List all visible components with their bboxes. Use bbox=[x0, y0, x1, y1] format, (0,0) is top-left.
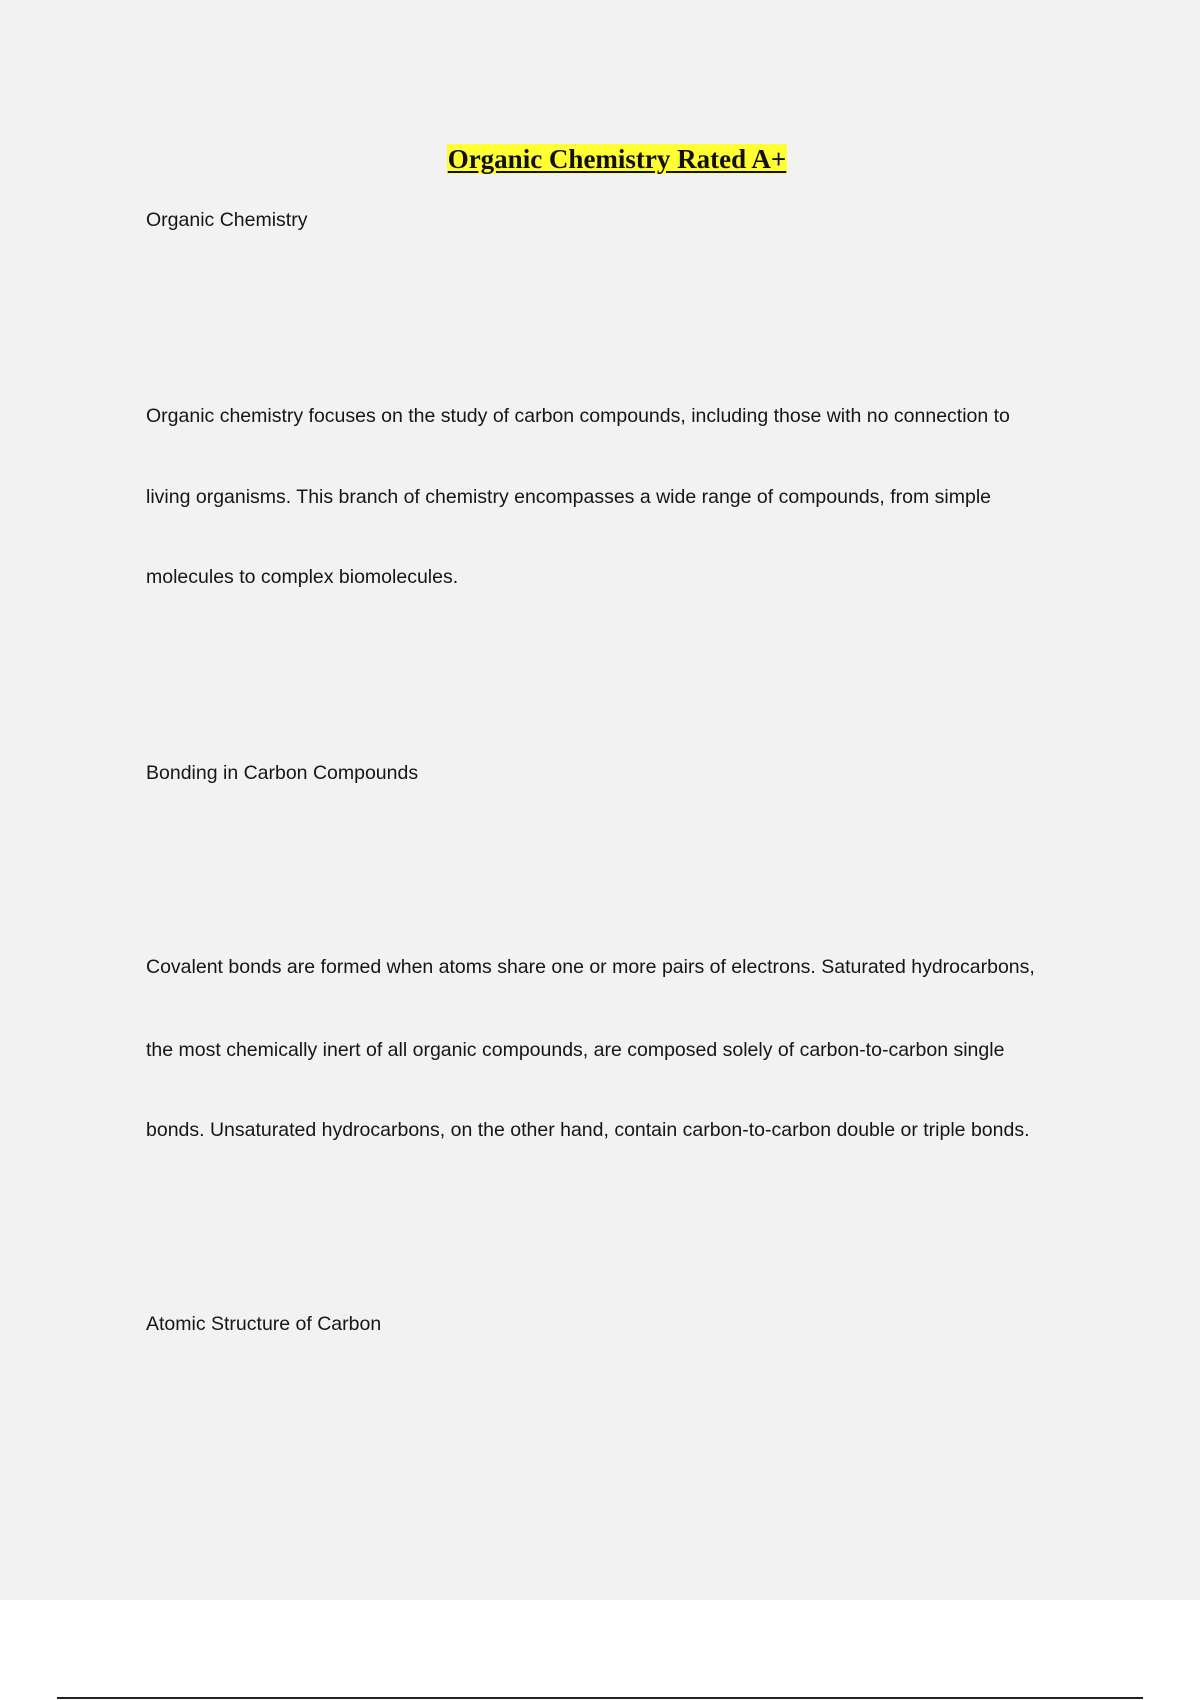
paragraph-1-line-1: Organic chemistry focuses on the study of carbon compounds, including those with no connection to bbox=[146, 405, 1010, 427]
title-highlight: Organic Chemistry Rated A+ bbox=[447, 144, 787, 174]
paragraph-2-line-1: Covalent bonds are formed when atoms share one or more pairs of electrons. Saturated hydrocarbons, bbox=[146, 956, 1035, 978]
paragraph-1-line-2: living organisms. This branch of chemistry encompasses a wide range of compounds, from simple bbox=[146, 486, 992, 508]
paragraph-2-line-2: the most chemically inert of all organic compounds, are composed solely of carbon-to-carbon single bbox=[146, 1039, 1005, 1061]
section-heading-bonding: Bonding in Carbon Compounds bbox=[146, 762, 419, 784]
paragraph-2-line-3: bonds. Unsaturated hydrocarbons, on the other hand, contain carbon-to-carbon double or triple bonds. bbox=[146, 1119, 1030, 1141]
page-bottom-rule bbox=[57, 1697, 1143, 1699]
section-heading-organic-chemistry: Organic Chemistry bbox=[146, 209, 308, 231]
document-title bbox=[0, 142, 1200, 176]
paragraph-1-line-3: molecules to complex biomolecules. bbox=[146, 566, 459, 588]
section-heading-atomic-structure: Atomic Structure of Carbon bbox=[146, 1313, 382, 1335]
